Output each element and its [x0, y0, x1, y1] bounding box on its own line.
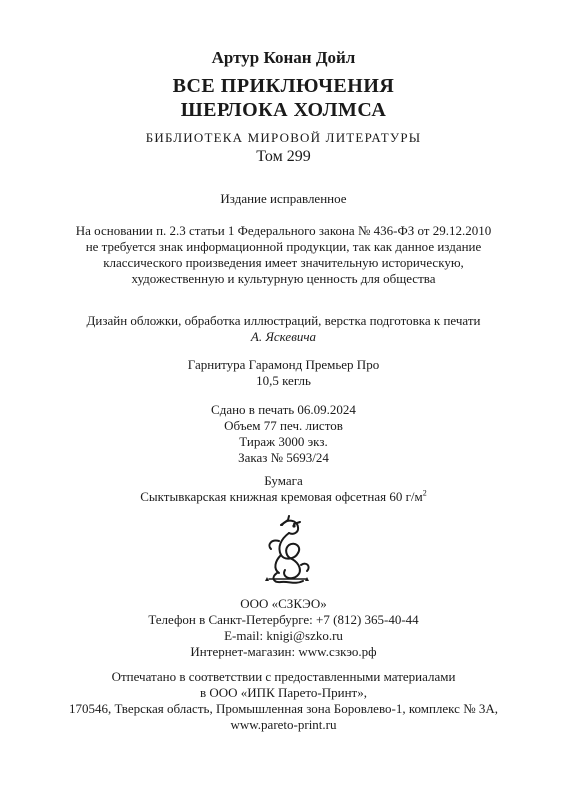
- print-detail-line: Заказ № 5693/24: [238, 450, 329, 465]
- printer-info: [0, 669, 567, 733]
- printer-website: www.pareto-print.ru: [230, 717, 337, 732]
- printer-line: Отпечатано в соответствии с предоставленными материалами: [111, 669, 456, 684]
- print-detail-line: Сдано в печать 06.09.2024: [211, 402, 356, 417]
- publisher-phone: Телефон в Санкт-Петербурге: +7 (812) 365-40-44: [148, 612, 419, 627]
- design-credit-text: Дизайн обложки, обработка иллюстраций, верстка подготовка к печати: [86, 313, 481, 328]
- dragon-emblem-icon: [257, 515, 317, 587]
- designer-name: А. Яскевича: [250, 329, 317, 344]
- print-detail-line: Объем 77 печ. листов: [224, 418, 343, 433]
- law-notice-line: не требуется знак информационной продукции, так как данное издание: [85, 239, 482, 254]
- volume-number: Том 299: [256, 148, 311, 165]
- publisher-email: E-mail: knigi@szko.ru: [224, 628, 343, 643]
- edition-note: Издание исправленное: [220, 191, 347, 206]
- series-name: БИБЛИОТЕКА МИРОВОЙ ЛИТЕРАТУРЫ: [145, 130, 422, 145]
- publisher-shop: Интернет-магазин: www.сзкэо.рф: [190, 644, 377, 659]
- design-credits: [0, 313, 567, 345]
- typeface-info: [0, 357, 567, 389]
- book-title: [0, 74, 567, 122]
- publisher-name: ООО «СЗКЭО»: [240, 596, 327, 611]
- print-details: [0, 402, 567, 466]
- paper-superscript: 2: [422, 488, 427, 498]
- law-notice-line: На основании п. 2.3 статьи 1 Федерального закона № 436-ФЗ от 29.12.2010: [75, 223, 492, 238]
- paper-label: Бумага: [264, 473, 303, 488]
- law-notice: [0, 223, 567, 287]
- law-notice-line: художественную и культурную ценность для общества: [131, 271, 436, 286]
- printer-line: в ООО «ИПК Парето-Принт»,: [199, 685, 367, 700]
- typeface-name: Гарнитура Гарамонд Премьер Про: [187, 357, 380, 372]
- print-detail-line: Тираж 3000 экз.: [239, 434, 328, 449]
- paper-info: [0, 473, 567, 505]
- printer-address: 170546, Тверская область, Промышленная зона Боровлево-1, комплекс № 3А,: [69, 701, 498, 716]
- title-line-1: ВСЕ ПРИКЛЮЧЕНИЯ: [172, 75, 395, 97]
- paper-desc-text: Сыктывкарская книжная кремовая офсетная 60 г/м: [140, 489, 423, 504]
- font-size: 10,5 кегль: [256, 373, 311, 388]
- book-author: Артур Конан Дойл: [211, 48, 356, 67]
- paper-description: [0, 489, 567, 505]
- law-notice-line: классического произведения имеет значительную историческую,: [103, 255, 464, 270]
- publisher-info: [0, 596, 567, 660]
- title-line-2: ШЕРЛОКА ХОЛМСА: [180, 99, 387, 121]
